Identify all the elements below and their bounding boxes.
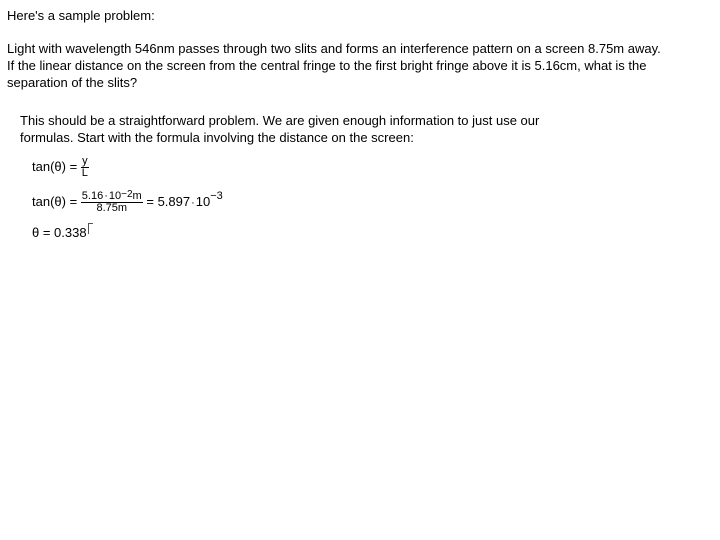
problem-line-3: separation of the slits? (7, 75, 138, 90)
eq1-numerator: y (82, 155, 88, 167)
equation-tan-theta-definition (32, 156, 89, 179)
eq1-lhs: tan(θ) = (32, 158, 78, 174)
eq3-text: θ = 0.338 (32, 225, 87, 240)
eq1-denominator: L (81, 167, 88, 179)
eq1-fraction (81, 156, 89, 179)
eq2-lhs: tan(θ) = (32, 193, 78, 209)
problem-line-1: Light with wavelength 546nm passes through two slits and forms an interference pattern on a screen 8.75m away. (7, 41, 661, 56)
problem-line-2: If the linear distance on the screen from the central fringe to the first bright fringe above it is 5.16cm, what is the (7, 58, 647, 73)
equation-tan-theta-substituted (32, 191, 223, 214)
intro-text: Here's a sample problem: (7, 8, 155, 23)
eq2-denominator: 8.75m (81, 202, 143, 214)
eq2-result: $5.897\cdot 10^{-3}$ (157, 189, 223, 209)
eq2-fraction (81, 191, 143, 214)
problem-statement (7, 40, 661, 91)
equation-theta-result (32, 225, 93, 240)
edit-cursor-icon (88, 223, 93, 234)
solution-note (20, 112, 539, 146)
eq2-numerator: $5.16\cdot 10^{-2}m$ (81, 189, 142, 202)
eq2-equals: = (146, 193, 154, 209)
note-line-2: formulas. Start with the formula involving the distance on the screen: (20, 130, 414, 145)
note-line-1: This should be a straightforward problem. We are given enough information to just use our (20, 113, 540, 128)
